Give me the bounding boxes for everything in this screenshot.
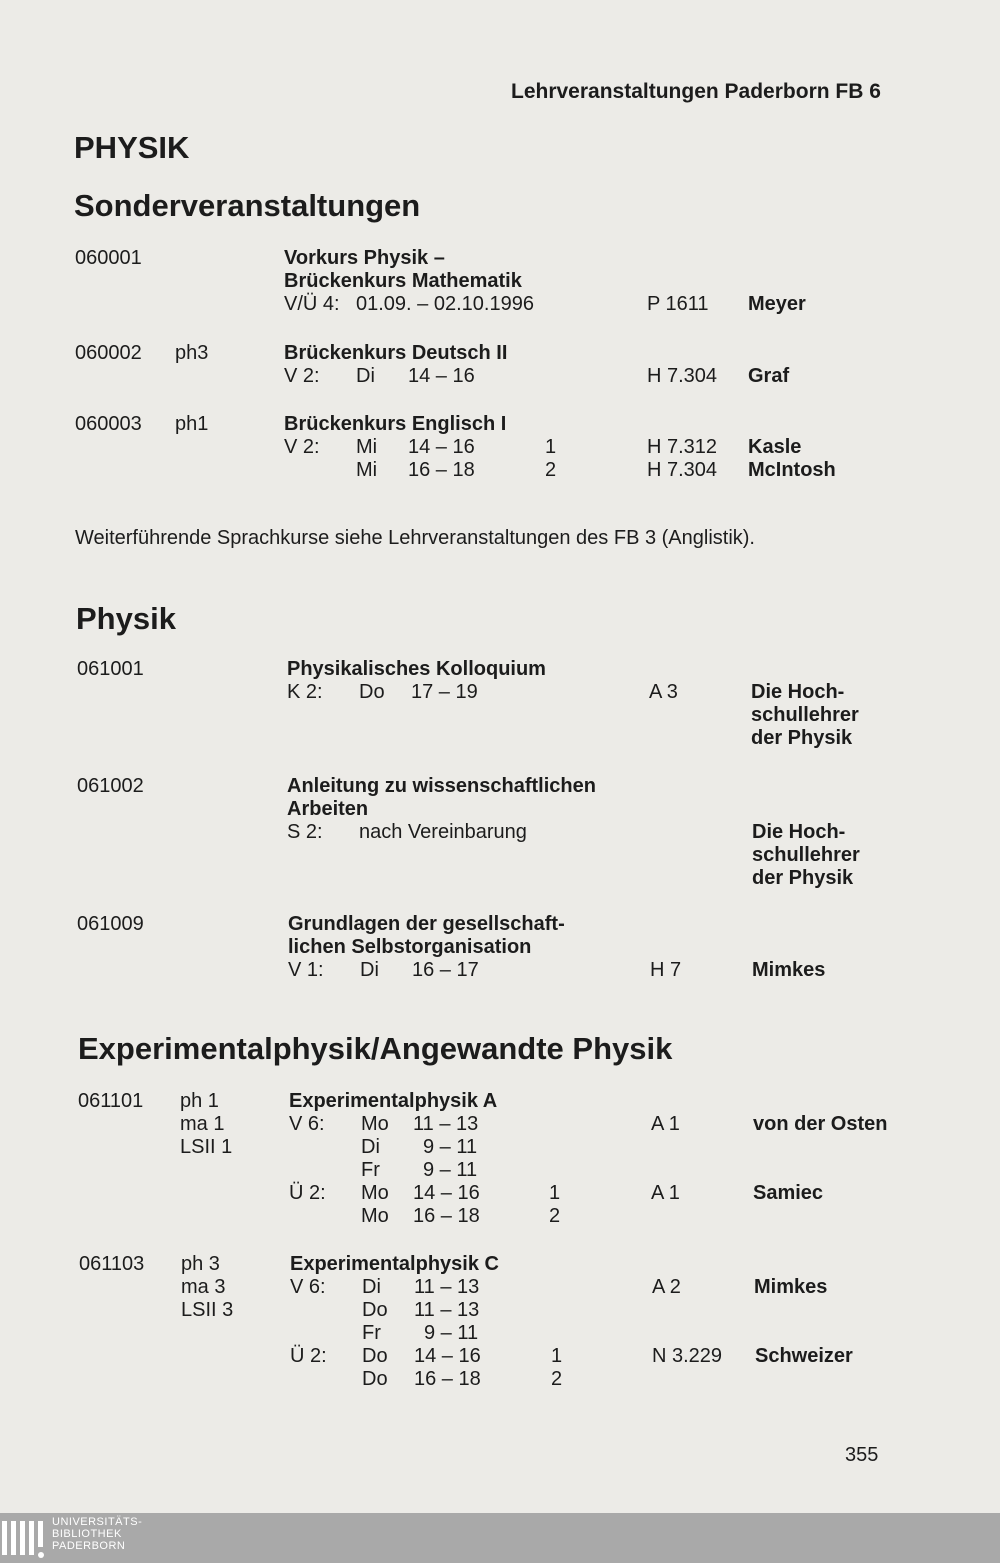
session-group: 1 xyxy=(545,436,557,458)
session-room: H 7.304 xyxy=(647,365,718,387)
schedule-row xyxy=(0,365,1000,388)
logo-text-line: BIBLIOTHEK xyxy=(52,1528,122,1540)
schedule-row xyxy=(0,459,1000,482)
language-course-note: Weiterführende Sprachkurse siehe Lehrveranstaltungen des FB 3 (Anglistik). xyxy=(75,527,755,549)
session-room: H 7 xyxy=(650,959,682,981)
course-number: 061001 xyxy=(77,658,144,680)
course-title-line: Physikalisches Kolloquium xyxy=(287,658,546,680)
session-type: V 1: xyxy=(288,959,324,981)
session-room: A 2 xyxy=(652,1276,681,1298)
session-group: 2 xyxy=(551,1368,563,1390)
session-day: Mo xyxy=(361,1113,389,1135)
session-type: V 6: xyxy=(290,1276,326,1298)
section-heading-physik: Physik xyxy=(76,601,176,636)
schedule-row xyxy=(0,1299,1000,1322)
logo-text-line: PADERBORN xyxy=(52,1540,126,1552)
course-title-line: lichen Selbstorganisation xyxy=(288,936,532,958)
lecturer-line: schullehrer xyxy=(751,704,859,726)
session-time: 14 – 16 xyxy=(408,365,475,387)
session-day: nach Vereinbarung xyxy=(359,821,527,843)
session-day: Mi xyxy=(356,436,378,458)
course-title-line: Anleitung zu wissenschaftlichen xyxy=(287,775,596,797)
session-type: K 2: xyxy=(287,681,323,703)
session-type: V 2: xyxy=(284,436,320,458)
session-lecturer: Mimkes xyxy=(752,959,826,981)
session-time: 16 – 17 xyxy=(412,959,479,981)
course-code: LSII 1 xyxy=(180,1136,233,1158)
session-room: H 7.304 xyxy=(647,459,718,481)
course-title-line: Arbeiten xyxy=(287,798,369,820)
session-time: 17 – 19 xyxy=(411,681,478,703)
page-number: 355 xyxy=(845,1444,879,1466)
session-room: A 3 xyxy=(649,681,678,703)
course-title-line: Experimentalphysik C xyxy=(290,1253,499,1275)
course-number: 060003 xyxy=(75,413,142,435)
schedule-row xyxy=(0,681,1000,704)
schedule-row xyxy=(0,436,1000,459)
course-title-line: Brückenkurs Englisch I xyxy=(284,413,507,435)
session-type: V 6: xyxy=(289,1113,325,1135)
course-title-line: Grundlagen der gesellschaft- xyxy=(288,913,565,935)
session-time: 9 – 11 xyxy=(424,1322,479,1344)
course-title-line: Brückenkurs Deutsch II xyxy=(284,342,508,364)
course-number: 061101 xyxy=(78,1090,144,1112)
session-day: Fr xyxy=(362,1322,381,1344)
session-group: 1 xyxy=(551,1345,563,1367)
lecturer-line: der Physik xyxy=(751,727,853,749)
schedule-row xyxy=(0,959,1000,982)
session-day: Mi xyxy=(356,459,378,481)
session-lecturer: McIntosh xyxy=(748,459,836,481)
library-logo-text xyxy=(52,1516,142,1552)
course-number: 060001 xyxy=(75,247,142,269)
session-group: 1 xyxy=(549,1182,561,1204)
course-title-line: Vorkurs Physik – xyxy=(284,247,445,269)
course-number: 061009 xyxy=(77,913,144,935)
session-lecturer: Mimkes xyxy=(754,1276,828,1298)
session-type: Ü 2: xyxy=(290,1345,327,1367)
section-heading-sonderveranstaltungen: Sonderveranstaltungen xyxy=(74,188,421,223)
course-number: 060002 xyxy=(75,342,142,364)
course-code: LSII 3 xyxy=(181,1299,234,1321)
session-type: Ü 2: xyxy=(289,1182,326,1204)
session-time: 11 – 13 xyxy=(413,1113,479,1135)
session-lecturer: Schweizer xyxy=(755,1345,853,1367)
session-time: 16 – 18 xyxy=(408,459,475,481)
course-code: ph3 xyxy=(175,342,209,364)
session-time: 11 – 13 xyxy=(414,1276,480,1298)
session-lecturer: Graf xyxy=(748,365,790,387)
session-day: Do xyxy=(362,1368,388,1390)
session-time: 9 – 11 xyxy=(423,1136,478,1158)
session-room: N 3.229 xyxy=(652,1345,723,1367)
session-day: Di xyxy=(360,959,379,981)
session-time: 16 – 18 xyxy=(414,1368,481,1390)
schedule-row xyxy=(0,1368,1000,1391)
chapter-title: PHYSIK xyxy=(74,130,190,165)
course-code: ma 3 xyxy=(181,1276,226,1298)
session-lecturer: Kasle xyxy=(748,436,802,458)
session-type: V/Ü 4: xyxy=(284,293,340,315)
course-title-line: Experimentalphysik A xyxy=(289,1090,498,1112)
schedule-row xyxy=(0,1322,1000,1345)
session-room: P 1611 xyxy=(647,293,709,315)
schedule-row xyxy=(0,821,1000,844)
library-footer-bar xyxy=(0,1513,1000,1563)
session-time: 14 – 16 xyxy=(413,1182,480,1204)
course-code: ma 1 xyxy=(180,1113,225,1135)
lecturer-line: der Physik xyxy=(752,867,854,889)
session-lecturer: von der Osten xyxy=(753,1113,888,1135)
session-room: H 7.312 xyxy=(647,436,718,458)
schedule-row xyxy=(0,1182,1000,1205)
session-day: Mo xyxy=(361,1205,389,1227)
session-day: Fr xyxy=(361,1159,380,1181)
logo-text-line: UNIVERSITÄTS- xyxy=(52,1516,143,1528)
session-group: 2 xyxy=(549,1205,561,1227)
session-type: V 2: xyxy=(284,365,320,387)
session-day: Do xyxy=(362,1345,388,1367)
schedule-row xyxy=(0,1136,1000,1159)
schedule-row xyxy=(0,1159,1000,1182)
schedule-row xyxy=(0,1345,1000,1368)
session-day: 01.09. – 02.10.1996 xyxy=(356,293,534,315)
session-day: Di xyxy=(361,1136,380,1158)
session-day: Di xyxy=(362,1276,381,1298)
lecturer-line: schullehrer xyxy=(752,844,860,866)
session-type: S 2: xyxy=(287,821,323,843)
running-header: Lehrveranstaltungen Paderborn FB 6 xyxy=(511,80,881,103)
session-room: A 1 xyxy=(651,1182,680,1204)
session-time: 14 – 16 xyxy=(414,1345,481,1367)
section-heading-experimentalphysik: Experimentalphysik/Angewandte Physik xyxy=(78,1031,673,1066)
course-code: ph 1 xyxy=(180,1090,219,1112)
lecturer-line: Die Hoch- xyxy=(752,821,846,843)
session-time: 14 – 16 xyxy=(408,436,475,458)
course-code: ph 3 xyxy=(181,1253,220,1275)
session-lecturer: Samiec xyxy=(753,1182,824,1204)
course-number: 061002 xyxy=(77,775,144,797)
session-time: 11 – 13 xyxy=(414,1299,480,1321)
session-room: A 1 xyxy=(651,1113,680,1135)
session-day: Mo xyxy=(361,1182,389,1204)
session-day: Do xyxy=(362,1299,388,1321)
session-day: Do xyxy=(359,681,385,703)
session-time: 9 – 11 xyxy=(423,1159,478,1181)
course-number: 061103 xyxy=(79,1253,145,1275)
schedule-row xyxy=(0,1113,1000,1136)
session-group: 2 xyxy=(545,459,557,481)
session-lecturer: Meyer xyxy=(748,293,806,315)
lecturer-line: Die Hoch- xyxy=(751,681,845,703)
schedule-row xyxy=(0,1205,1000,1228)
course-code: ph1 xyxy=(175,413,209,435)
session-time: 16 – 18 xyxy=(413,1205,480,1227)
schedule-row xyxy=(0,1276,1000,1299)
course-title-line: Brückenkurs Mathematik xyxy=(284,270,522,292)
session-day: Di xyxy=(356,365,375,387)
library-logo-icon xyxy=(2,1521,48,1563)
schedule-row xyxy=(0,293,1000,316)
